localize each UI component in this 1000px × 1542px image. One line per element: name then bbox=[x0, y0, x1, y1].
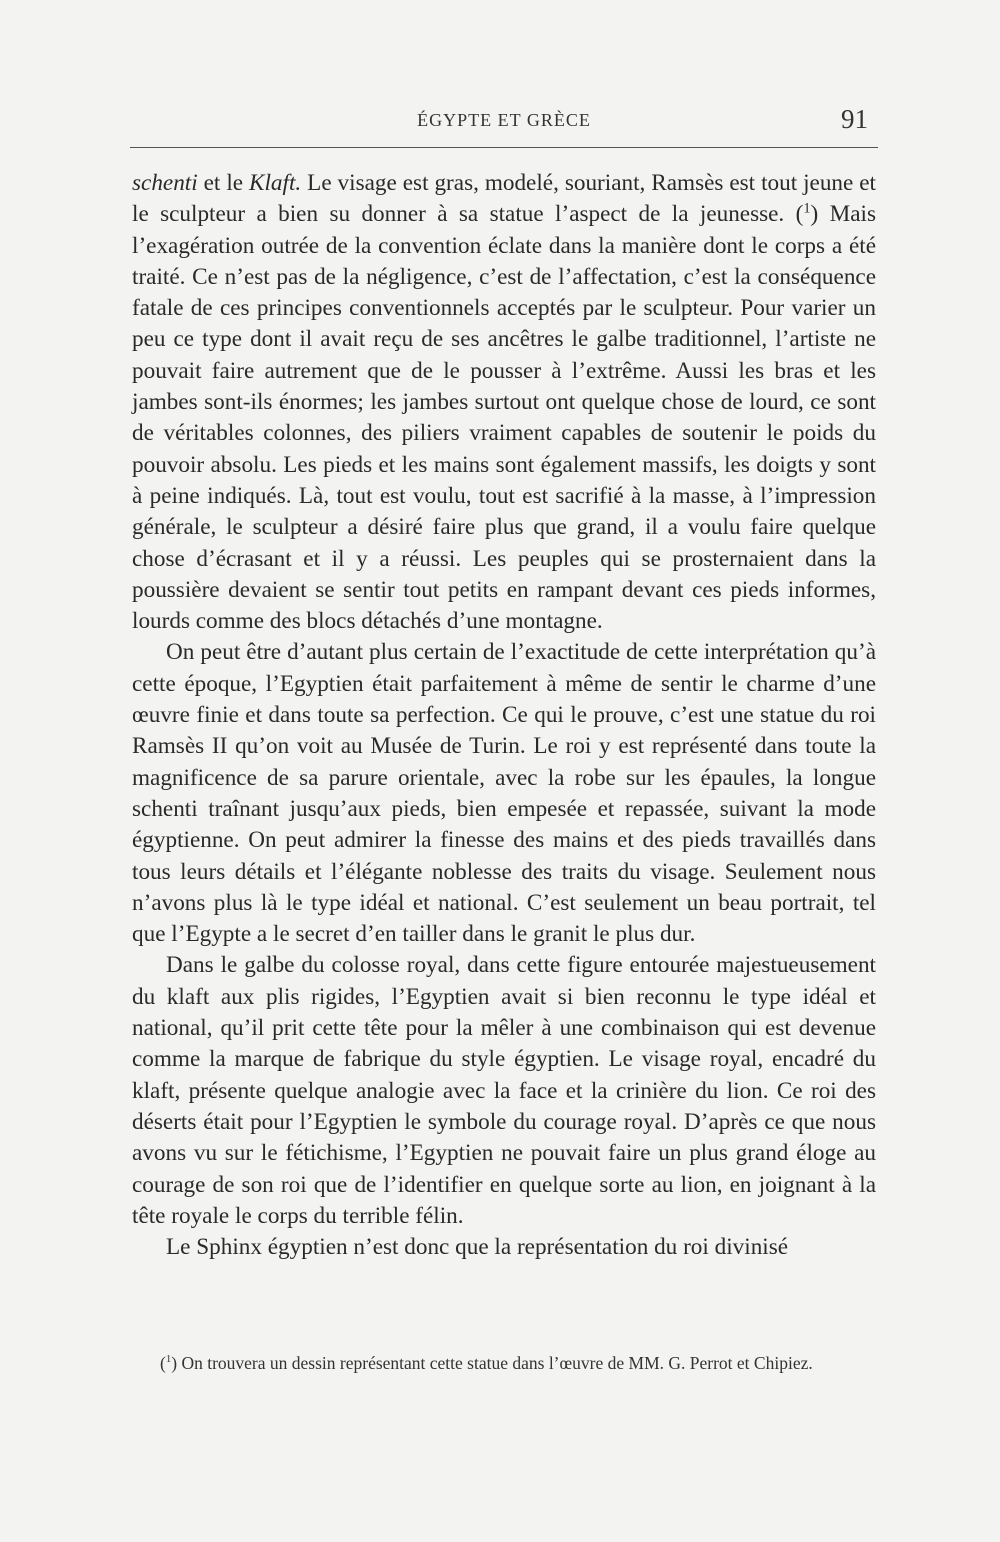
paragraph-1-text-a: et le bbox=[197, 170, 250, 196]
footnote-reference: 1 bbox=[803, 200, 811, 217]
header-rule bbox=[130, 147, 878, 148]
footnote-marker: 1 bbox=[165, 1353, 172, 1366]
footnote-open-paren: ( bbox=[160, 1353, 166, 1373]
paragraph-1 bbox=[132, 168, 876, 637]
footnote bbox=[132, 1348, 876, 1378]
italic-term-klaft: Klaft. bbox=[249, 170, 302, 196]
paragraph-1-text-c: ) Mais l’exagération outrée de la convention éclate dans la manière dont le corps a été traité. Ce n’est pas de la négligence, c’est de l’affectation, c’est la conséquence fatale de ces principes conventionnels acceptés par le sculpteur. Pour varier un peu ce type dont il avait reçu de ses ancêtres le galbe traditionnel, l’artiste ne pouvait faire autrement que de le pousser à l’extrême. Aussi les bras et les jambes sont-ils énormes; les jambes surtout ont quelque chose de lourd, ce sont de véritables colonnes, des piliers vraiment capables de soutenir le poids du pouvoir absolu. Les pieds et les mains sont également massifs, les doigts y sont à peine indiqués. Là, tout est voulu, tout est sacrifié à la masse, à l’impression générale, le sculpteur a désiré faire plus que grand, il a voulu faire quelque chose d’écrasant et il y a réussi. Les peuples qui se prosternaient dans la poussière devaient se sentir tout petits en rampant devant ces pieds informes, lourds comme des blocs détachés d’une montagne. bbox=[132, 201, 876, 635]
paragraph-1-text-b: Le visage est gras, modelé, souriant, Ramsès est tout jeune et le sculpteur a bien su donner à sa statue l’aspect de la jeunesse. ( bbox=[132, 170, 876, 228]
running-header bbox=[130, 104, 878, 140]
footnote-close-paren: ) bbox=[171, 1353, 178, 1373]
running-title: ÉGYPTE ET GRÈCE bbox=[417, 110, 591, 130]
page-number: 91 bbox=[841, 104, 868, 134]
body-text bbox=[132, 168, 876, 1263]
italic-term-schenti: schenti bbox=[132, 170, 198, 196]
paragraph-3: Dans le galbe du colosse royal, dans cette figure entourée majestueusement du klaft aux plis rigides, l’Egyptien avait si bien reconnu le type idéal et national, qu’il prit cette tête pour la mêler à une combinaison qui est devenue comme la marque de fabrique du style égyptien. Le visage royal, encadré du klaft, présente quelque analogie avec la face et la crinière du lion. Ce roi des déserts était pour l’Egyptien le symbole du courage royal. D’après ce que nous avons vu sur le fétichisme, l’Egyptien ne pouvait faire un plus grand éloge au courage de son roi que de l’identifier en quelque sorte au lion, en joignant à la tête royale le corps du terrible félin. bbox=[132, 952, 876, 1229]
footnote-text: On trouvera un dessin représentant cette statue dans l’œuvre de MM. G. Perrot et Chipiez. bbox=[177, 1353, 813, 1373]
paragraph-2: On peut être d’autant plus certain de l’exactitude de cette interprétation qu’à cette époque, l’Egyptien était parfaitement à même de sentir le charme d’une œuvre finie et dans toute sa perfection. Ce qui le prouve, c’est une statue du roi Ramsès II qu’on voit au Musée de Turin. Le roi y est représenté dans toute la magnificence de sa parure orientale, avec la robe sur les épaules, la longue schenti traînant jusqu’aux pieds, bien empesée et repassée, suivant la mode égyptienne. On peut admirer la finesse des mains et des pieds travaillés dans tous leurs détails et l’élégante noblesse des traits du visage. Seulement nous n’avons plus là le type idéal et national. C’est seulement un beau portrait, tel que l’Egypte a le secret d’en tailler dans le granit le plus dur. bbox=[132, 639, 876, 948]
paragraph-4: Le Sphinx égyptien n’est donc que la représentation du roi divinisé bbox=[166, 1234, 789, 1261]
